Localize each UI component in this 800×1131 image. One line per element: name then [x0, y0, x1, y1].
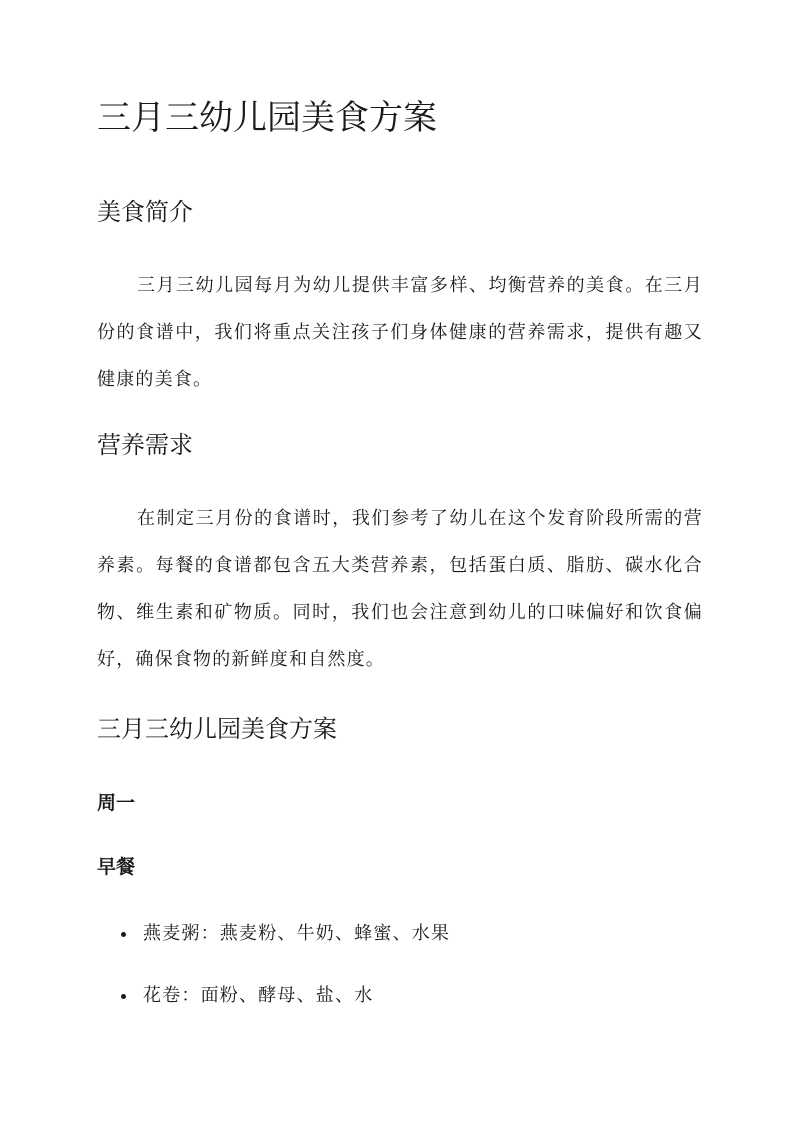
section-heading-nutrition: 营养需求: [97, 431, 193, 459]
menu-item-text: 燕麦粥：燕麦粉、牛奶、蜂蜜、水果: [143, 923, 451, 944]
section-paragraph-nutrition: 在制定三月份的食谱时，我们参考了幼儿在这个发育阶段所需的营养素。每餐的食谱都包含五大类营养素，包括蛋白质、脂肪、碳水化合物、维生素和矿物质。同时，我们也会注意到幼儿的口味偏好和饮食偏好，确保食物的新鲜度和自然度。: [97, 508, 703, 670]
section-paragraph-intro: 三月三幼儿园每月为幼儿提供丰富多样、均衡营养的美食。在三月份的食谱中，我们将重点关注孩子们身体健康的营养需求，提供有趣又健康的美食。: [97, 275, 703, 390]
menu-item-text: 花卷：面粉、酵母、盐、水: [143, 985, 374, 1006]
list-item: [97, 920, 703, 982]
section-heading-plan: 三月三幼儿园美食方案: [97, 715, 337, 743]
meal-heading: 早餐: [97, 856, 136, 878]
bullet-icon: [121, 994, 126, 999]
bullet-icon: [121, 932, 126, 937]
day-heading: 周一: [97, 792, 136, 814]
document-title: 三月三幼儿园美食方案: [97, 98, 437, 138]
list-item: [97, 982, 703, 1044]
section-heading-intro: 美食简介: [97, 198, 193, 226]
menu-list: [97, 920, 703, 1044]
